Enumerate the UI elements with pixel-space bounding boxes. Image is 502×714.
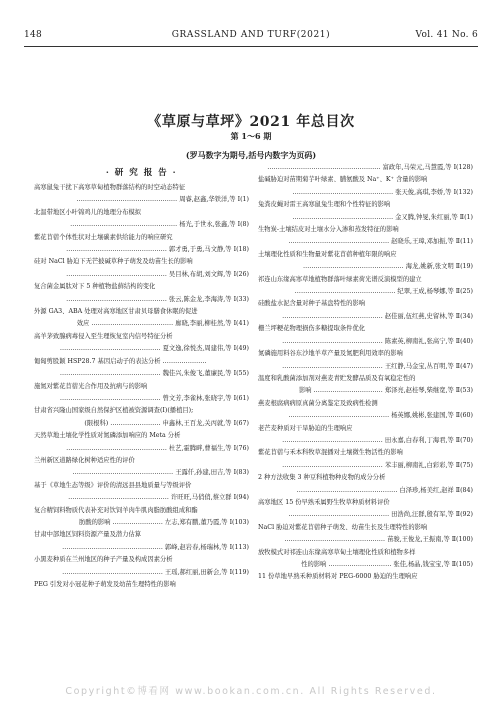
toc-entry-title: NaCl 胁迫对紫花苜蓿种子萌发、幼苗生长及生理特性的影响 bbox=[258, 523, 428, 531]
toc-entry-title: 外源 GA3、ABA 处理对高寒地区甘肃贝母膳食休眠的促进 bbox=[34, 308, 198, 316]
toc-entry-authors: …………………………………………… 杨光,于世永,张鑫,等 Ⅰ(8) bbox=[70, 221, 249, 229]
toc-entry-authors: ………………………………………… 陈素英,柳南礼,张高宁,等 Ⅱ(40) bbox=[282, 337, 473, 345]
toc-entry-authors: ………………………………………… 纪翠,王成,杨琴娜,等 Ⅱ(25) bbox=[294, 288, 473, 296]
page-title: 《草原与草坪》2021 年总目次 bbox=[147, 114, 355, 130]
toc-entry-title: 盐碱胁迫对苗期菊芋叶绿素、脯氨酸及 Na⁺、K⁺ 含量的影响 bbox=[258, 176, 428, 184]
toc-entry-authors: ………………………………………… 魏佳兴,朱俊飞,董廉民,等 Ⅰ(55) bbox=[59, 370, 249, 378]
toc-entry-authors: ………………………………………… 夏文逸,徐悦杰,周建伟,等 Ⅰ(49) bbox=[59, 345, 249, 353]
toc-entry-authors: ………………………………………… 杜艺,霍腾畔,曹福生,等 Ⅰ(76) bbox=[66, 444, 249, 452]
toc-entry-title: 氮磷施用料谷东沙地羊草产量及氮肥利用效率的影响 bbox=[258, 350, 403, 358]
left-column bbox=[34, 166, 249, 591]
toc-entry-title: 温度和乳酸菌添加剂对燕麦青贮发酵品质及有氧稳定性的 bbox=[258, 374, 416, 382]
toc-entry-authors: 效应 ………………………………… 廊晓,李丽,柳桂然,等 Ⅰ(41) bbox=[76, 320, 249, 328]
toc-entry-authors: ………………………………………… 许旺旺,马俏俏,蔡立群 Ⅰ(94) bbox=[68, 494, 249, 502]
numbering-note: (罗马数字为期号,括号内数字为页码) bbox=[185, 150, 317, 160]
toc-entry-authors: ………………………………………… 王红静,马金宝,丛百明,等 Ⅱ(47) bbox=[282, 362, 473, 370]
header-rule bbox=[24, 46, 478, 47]
toc-entry-authors: ………………………………………… 张云,陈金龙,李海涛,等 Ⅰ(33) bbox=[66, 295, 249, 303]
toc-entry-authors: ………………………………………… 郭才勇,于勇,马文静,等 Ⅰ(18) bbox=[66, 246, 249, 254]
toc-entry-title: 燕麦根腐病病原真菌分离鉴定及致病性检测 bbox=[258, 399, 378, 407]
toc-entry-authors: ………………………………………… 曾文芳,李雀林,张晓宇,等 Ⅰ(61) bbox=[59, 394, 249, 402]
toc-entry-title: 生物炭-土壤结皮对土壤水分入渗和蒸发特征的影响 bbox=[258, 226, 399, 234]
toc-entry-title: 小黑麦种质在兰州地区的种子产量及构成因素分析 bbox=[34, 556, 173, 564]
toc-entry-title: 11 份草地早熟禾种质材料对 PEG-6000 胁迫的生理响应 bbox=[258, 573, 418, 581]
toc-entry-authors: ………………………………………… 杨英娜,姚彬,张建国,等 Ⅱ(60) bbox=[288, 412, 473, 420]
toc-entry-title: 高羊茅致腺病毒侵入至生理恢复室内信号特征分析 bbox=[34, 332, 173, 340]
toc-entry-authors: ………………………………………… 王露仟,孙建,田吉,等 Ⅰ(83) bbox=[72, 469, 249, 477]
toc-entry-title: 甘肃省兴隆山国家级自然保护区植被资源调查(Ⅰ)(播植目); bbox=[34, 407, 194, 415]
toc-entry-title: 天然草地土壤化学性质对氮磷添加响应的 Meta 分析 bbox=[34, 432, 181, 440]
toc-entry-title: 兰州新区道路绿化树种适应性的评价 bbox=[34, 456, 135, 464]
toc-entry-authors: ………………………………………… 苗骏,王俊龙,王振南,等 Ⅱ(100) bbox=[284, 536, 473, 544]
toc-entry-title: 高寒鼠兔干扰下高寒草甸植物群落结构的时空动态特征 bbox=[34, 184, 186, 191]
toc-entry-title: 老芒麦种质对干旱胁迫的生理响应 bbox=[258, 424, 353, 432]
toc-entry-title: 复合菌金属肽对下 5 种植物盐藓结构的变化 bbox=[34, 283, 156, 291]
toc-entry-authors: 性的影响 ………………………… 张佳,杨晶,钱宝宝,等 Ⅱ(105) bbox=[301, 561, 473, 568]
toc-entry-title: 甘肃中部地区饲料资源产量及潜力估算 bbox=[34, 531, 142, 539]
toc-entry-authors: ………………………………………… 苯丰丽,柳南礼,白彩彩,等 Ⅱ(75) bbox=[282, 461, 473, 469]
toc-entry-title: 匍匐剪股颖 HSP28.7 基因启动子的表达分析 ………………… bbox=[34, 357, 207, 365]
toc-entry-title: 兔粪皮蝇对雷王高寒鼠兔生理和个性特征的影响 bbox=[258, 201, 391, 209]
toc-entry-title: 高寒地区 15 份早熟禾属野生牧草种质材料评价 bbox=[258, 498, 390, 506]
toc-entry-title: 紫花苜蓿个体性状对土壤碳素供给能力的响应研究 bbox=[34, 233, 173, 241]
issue-range: 第 1～6 期 bbox=[230, 131, 272, 141]
toc-entry-authors: ………………………………………… 田永嘉,白春利,丁海君,等 Ⅱ(70) bbox=[282, 436, 473, 444]
toc-entry-title: 施氮对紫花苜蓿光合作用及抗病与的影响 bbox=[34, 382, 148, 390]
toc-entry-authors: ………………………………………… 赵晓乐,王璋,邓加振,等 Ⅱ(11) bbox=[288, 238, 473, 246]
toc-entry-title: 硅酸盐水泥含量对种子基盘特性的影响 bbox=[258, 300, 366, 308]
toc-entry-title: 栅兰坪粳花物理损伤多糖提取条件优化 bbox=[258, 325, 366, 333]
toc-entry-authors: ………………………………………… 王瑶,郝红丽,田新会,等 Ⅰ(119) bbox=[62, 568, 249, 576]
section-heading-research: · 研 究 报 告 · bbox=[105, 168, 178, 178]
toc-list-right bbox=[258, 162, 473, 584]
toc-entry-authors: ………………………………………… 郭峰,赵岩春,杨瑞林,等 Ⅰ(113) bbox=[62, 543, 249, 551]
toc-entry-title: 放牧模式对祁连山东缘高寒草甸土壤理化性质和植物多样 bbox=[258, 548, 416, 556]
volume-info: Vol. 41 No. 6 bbox=[415, 30, 478, 40]
toc-entry-title: 紫花苜蓿与禾本科牧草混播对土壤微生物活性的影响 bbox=[258, 449, 403, 457]
toc-entry-title: 北温带地区小叶锦鸡儿的地理分布模拟 bbox=[34, 208, 142, 216]
toc-entry-authors: ………………………………………… 周睿,赵鑫,华铁洋,等 Ⅰ(1) bbox=[76, 196, 249, 204]
toc-entry-title: 2 种方法收集 3 种豆科植物种皮物的成分分析 bbox=[258, 474, 386, 482]
toc-entry-title: 基于《草地生态等级》评价的清远县县地质量与等级评价 bbox=[34, 481, 192, 489]
toc-entry-authors: 影响 …………………………… 郑泽亮,赵桂琴,柴继宽,等 Ⅱ(53) bbox=[298, 387, 473, 395]
toc-entry-authors: (限根科) …………………… 申鑫林,王百龙,关丙就,等 Ⅰ(67) bbox=[84, 419, 249, 427]
journal-name: GRASSLAND AND TURF(2021) bbox=[171, 30, 331, 40]
toc-entry-authors: ………………………………………… 金又腾,钟旻,朱红丽,等 Ⅱ(1) bbox=[292, 213, 473, 221]
toc-list-left bbox=[34, 182, 249, 591]
toc-entry-title: 复合精饲料物质代表补充对饮饲羊肉牛肌肉脂肪酸组成和酯 bbox=[34, 506, 198, 514]
toc-entry-authors: ………………………………………… 吴目林,布胡,刘文辉,等 Ⅰ(26) bbox=[66, 270, 249, 278]
running-header bbox=[24, 30, 478, 44]
toc-entry-title: 硅对 NaCl 胁迫下无芒披碱草种子萌发及幼苗生长的影响 bbox=[34, 258, 193, 266]
toc-entry-authors: ………………………………………… 海龙,姚新,张文明 Ⅱ(19) bbox=[302, 263, 473, 271]
toc-entry-title: 土壤理化性质和生物量对紫花苜蓿种植年限的响应 bbox=[258, 250, 397, 258]
toc-entry-authors: ……………………………………………… 富政年,马荣元,马慧霞,等 Ⅰ(128) bbox=[267, 164, 473, 171]
toc-entry-title: 祁连山东缘高寒草地植物群落叶绿素荷光谱反演模型的建立 bbox=[258, 275, 422, 283]
right-column bbox=[258, 162, 473, 584]
copyright-watermark: Copyright©博看网 www.bookan.com.cn. All Rights Reserved. bbox=[65, 686, 437, 697]
toc-entry-authors: 肪酸的影响 …………………… 左志,郑有鹏,董乃霞,等 Ⅰ(103) bbox=[79, 518, 249, 526]
toc-entry-authors: ………………………………………… 白泽珍,杨美红,赵祥 Ⅱ(84) bbox=[296, 486, 473, 494]
toc-entry-authors: ………………………………………… 田浩尚,汪群,殷有军,等 Ⅱ(92) bbox=[288, 511, 473, 519]
toc-entry-authors: ………………………………………… 赵佳丽,伍红燕,史留林,等 Ⅱ(34) bbox=[282, 312, 473, 320]
toc-entry-authors: ………………………………………… 张天俊,高琪,李娇,等 Ⅰ(132) bbox=[292, 188, 473, 196]
page-number: 148 bbox=[24, 30, 43, 40]
toc-entry-title: PEG 引发对小冠花种子萌发及幼苗生理特性的影响 bbox=[34, 581, 176, 588]
